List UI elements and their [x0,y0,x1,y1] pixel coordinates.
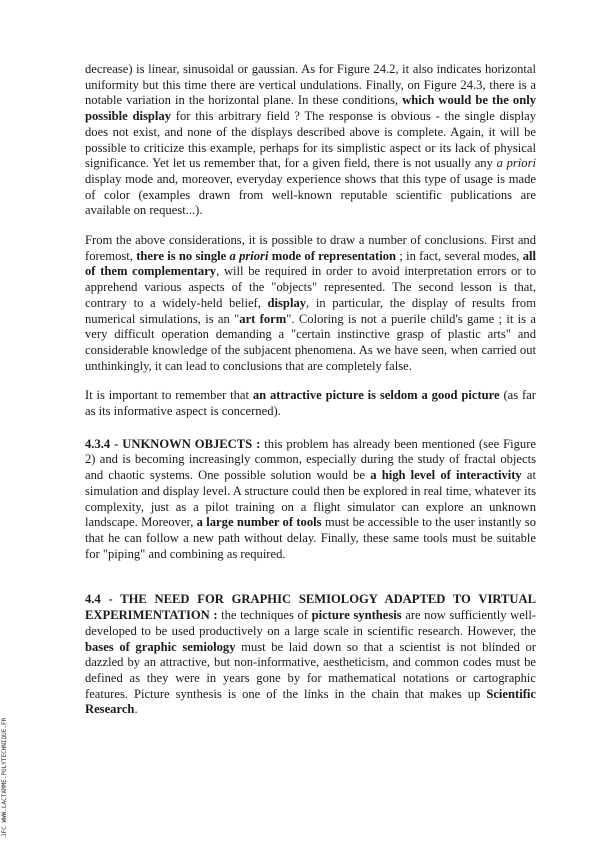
section-4-4-graphic-semiology: 4.4 - THE NEED FOR GRAPHIC SEMIOLOGY ADAPTED TO VIRTUAL EXPERIMENTATION : the techniques of picture synthesis are now sufficiently well-developed to be used productively on a large scale in scientific research. However, the bases of graphic semiology must be laid down so that a scientist is not blinded or dazzled by an attractive, but non-informative, aestheticism, and common codes must be defined as they were in years gone by for mathematical notations or cartographic features. Picture synthesis is one of the links in the chain that makes up Scientific Research. [85,592,537,717]
section-heading: 4.4 - THE NEED FOR GRAPHIC SEMIOLOGY ADAPTED TO VIRTUAL EXPERIMENTATION : [85,592,536,623]
paragraph-figure-discussion: decrease) is linear, sinusoidal or gaussian. As for Figure 24.2, it also indicates horizontal uniformity but this time there are vertical undulations. Finally, on Figure 24.3, there is a notable variation in the horizontal plane. In these conditions, which would be the only possible display for this arbitrary field ? The response is obvious - the single display does not exist, and none of the displays described above is complete. Again, it will be possible to criticize this example, perhaps for its simplistic aspect or its lack of physical significance. Yet let us remember that, for a given field, there is not usually any a priori display mode and, moreover, everyday experience shows that this type of usage is made of color (examples drawn from well-known reputable scientific publications are available on request...). [85,62,537,218]
document-body [85,62,536,718]
paragraph-attractive-picture: It is important to remember that an attractive picture is seldom a good picture (as far as its informative aspect is concerned). [85,388,536,419]
paragraph-conclusions: From the above considerations, it is possible to draw a number of conclusions. First and foremost, there is no single a priori mode of representation ; in fact, several modes, all of them complementary, will be required in order to avoid interpretation errors or to apprehend various aspects of the "objects" represented. The second lesson is that, contrary to a widely-held belief, display, in particular, the display of results from numerical simulations, is an "art form". Coloring is not a puerile child's game ; it is a very difficult operation demanding a "certain instinctive grasp of plastic arts" and considerable knowledge of the subjacent phenomena. As we have seen, when carried out unthinkingly, it can lead to conclusions that are completely false. [85,233,537,373]
source-watermark: JFC WWW.LACTAMME.POLYTECHNIQUE.FR [1,717,8,837]
section-heading: 4.3.4 - UNKNOWN OBJECTS : [85,436,261,451]
section-4-3-4-unknown-objects: 4.3.4 - UNKNOWN OBJECTS : this problem has already been mentioned (see Figure 2) and is becoming increasingly common, especially during the study of fractal objects and chaotic systems. One possible solution would be a high level of interactivity at simulation and display level. A structure could then be explored in real time, whatever its complexity, just as a pilot training on a flight simulator can explore an unknown landscape. Moreover, a large number of tools must be accessible to the user instantly so that he can follow a new path without delay. Finally, these same tools must be suitable for "piping" and combining as required. [85,436,536,561]
emphasis-only-possible-display: which would be the only possible display [85,93,536,124]
emphasis-a-priori: a priori [496,156,536,171]
